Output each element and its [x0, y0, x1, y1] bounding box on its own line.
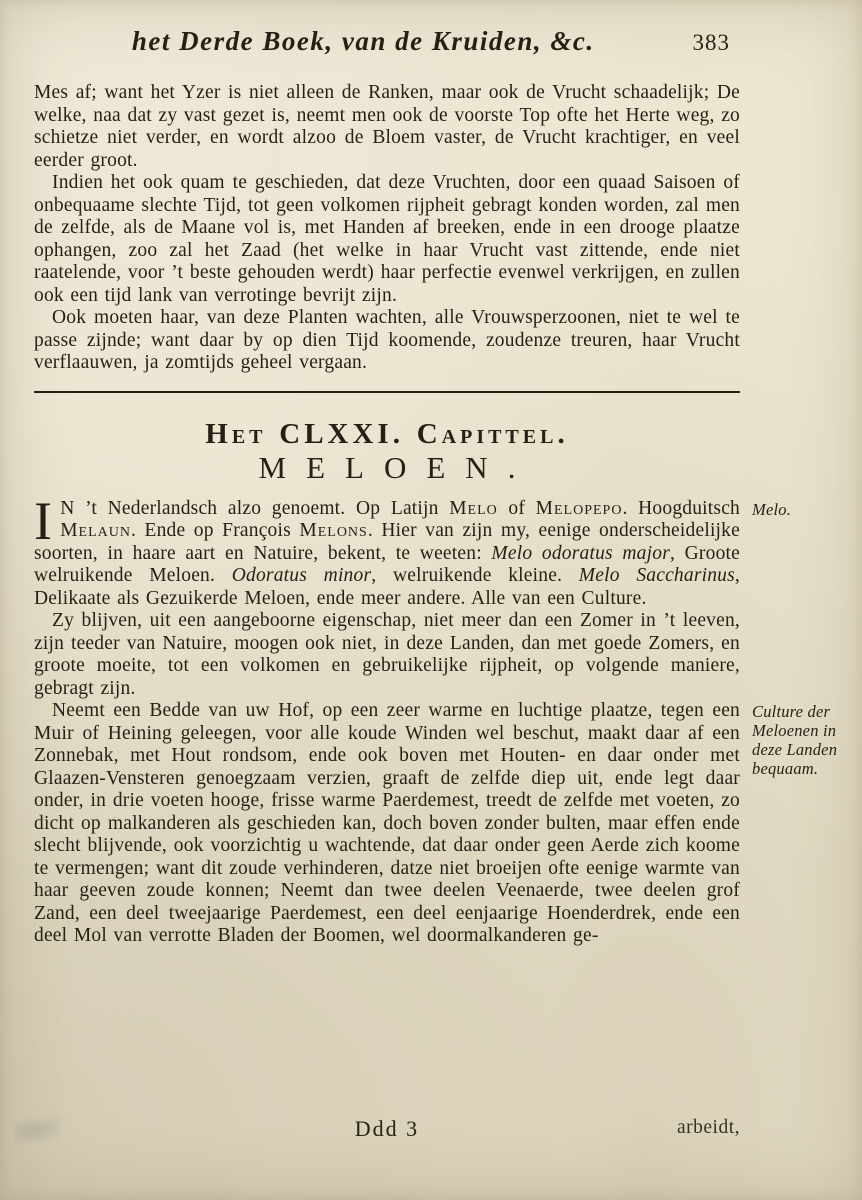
paragraph [34, 700, 838, 948]
margin-note-melo: Melo. [752, 499, 792, 519]
running-header [34, 26, 740, 57]
text-segment: , Groote welruikende Meloen. [34, 542, 740, 586]
gathering-signature: Ddd 3 [354, 1116, 420, 1141]
text-segment: N ’t Nederlandsch alzo genoemt. Op Latijn [60, 497, 450, 519]
ink-smudge [13, 1116, 61, 1145]
section-divider-rule [34, 391, 740, 393]
french-name: Melons [299, 520, 368, 541]
species-name: Melo Saccharinus [578, 565, 735, 586]
german-name: Melaun [60, 520, 131, 541]
text-segment: . Hoogduitsch [622, 497, 741, 519]
paragraph: Ook moeten haar, van deze Planten wachten, alle Vrouwsperzoonen, niet te wel te passe zijnde; want daar by op dien Tijd koomende, zoudenze treuren, haar Vrucht verflaauwen, ja zomtijds geheel vergaan. [34, 307, 740, 373]
species-name: Melo odoratus major [491, 542, 670, 564]
page-number: 383 [692, 30, 730, 55]
catchword: arbeidt, [676, 1117, 740, 1138]
latin-name: Melopepo [535, 497, 623, 519]
latin-name: Melo [449, 497, 498, 519]
paragraph-text: Neemt een Bedde van uw Hof, op een zeer warme en luchtige plaatze, tegen een Muir of Heining geleegen, voor alle koude Winden wel beschut, maakt daar af een Zonnebak, met Hout rondsom, ende ook boven met Houten- en daar onder met Glaazen-Vensteren genoegzaam verzien, graaft de zelfde diep uit, ende legt daar onder, in drie voeten hooge, frisse warme Paerdemest, treedt de zelfde met voeten, zo dicht op malkanderen als geschieden kan, doch boven zonder bulten, maar effen ende slecht blijvende, ook voorzichtig u wachtende, dat daar onder geen Aerde zich koome te vermengen; want dit zoude verhinderen, datze niet broeijen ofte eenige warmte van haar geeven zoude konnen; Neemt dan twee deelen Veenaerde, twee deelen grof Zand, een deel tweejaarige Paerdemest, een deel eenjaarige Hoenderdrek, ende een deel Mol van verrotte Bladen der Boomen, wel doormalkanderen ge- [34, 700, 740, 946]
page-footer [34, 1116, 740, 1146]
species-name: Odoratus minor [231, 565, 372, 586]
text-segment: , Delikaate als Gezuikerde Meloen, ende meer andere. Alle van een Culture. [34, 565, 740, 609]
text-block [34, 82, 838, 948]
margin-note-culture: Culture der Meloenen in deze Landen bequaam. [752, 702, 838, 778]
drop-cap: I [34, 490, 53, 551]
chapter-title: MELOEN. [258, 450, 536, 485]
text-segment: . Hier van zijn my, eenige onderscheidelijke soorten, in haare aart en Natuire, bekent, te weeten: [34, 520, 740, 564]
running-header-title: het Derde Boek, van de Kruiden, &c. [131, 26, 595, 56]
text-segment: of [497, 497, 536, 519]
paragraph: Mes af; want het Yzer is niet alleen de Ranken, maar ook de Vrucht schaadelijk; De welke, naa dat zy vast gezet is, neemt men ook de voorste Top ofte het Herte weg, zo schietze niet verder, en wordt alzoo de Bloem vaster, de Vrucht krachtiger, en veel eerder groot. [34, 82, 740, 171]
paragraph [34, 490, 792, 611]
text-segment: . Ende op François [130, 520, 300, 541]
text-segment: , welruikende kleine. [371, 565, 579, 586]
chapter-heading: Het CLXXI. Capittel. [205, 417, 569, 450]
paragraph: Zy blijven, uit een aangeboorne eigenschap, niet meer dan een Zomer in ’t leeven, zijn teeder van Natuire, moogen ook niet, in deze Landen, dan met goede Zomers, en groote moeite, tot een volkomen en gebruikelijke rijpheit, op volgende maniere, gebragt zijn. [34, 610, 740, 699]
paragraph: Indien het ook quam te geschieden, dat deze Vruchten, door een quaad Saisoen of onbequaame slechte Tijd, tot geen volkomen rijpheit gebragt konden worden, zal men de zelfde, als de Maane vol is, met Handen af breeken, ende in een drooge plaatze ophangen, zoo zal het Zaad (het welke in haar Vrucht vast zittende, ende niet raatelende, voor ’t beste gehouden werdt) haar perfectie evenwel verkrijgen, en zullen ook een tijd lank van verrotinge bevrijt zijn. [34, 172, 740, 306]
